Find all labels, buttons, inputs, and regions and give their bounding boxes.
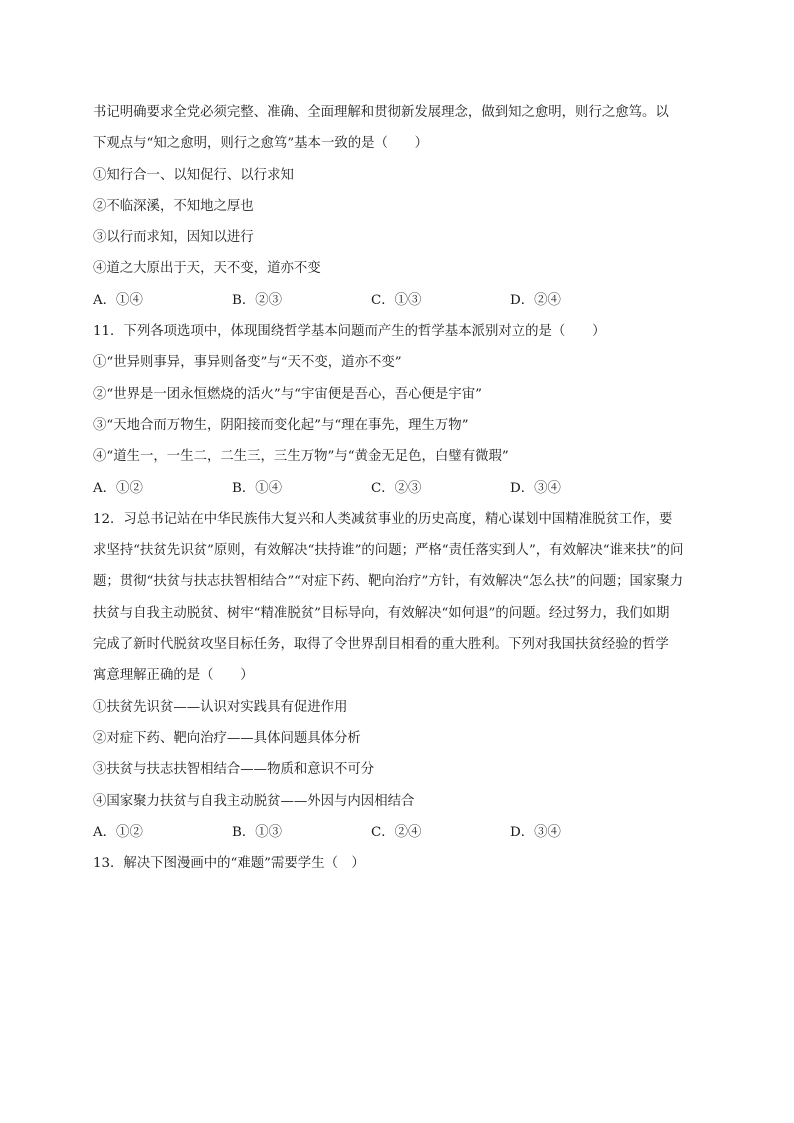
- option-b: B．②③: [232, 292, 283, 308]
- statement-item: ②“世界是一团永恒燃烧的活火”与“宇宙便是吾心，吾心便是宇宙”: [93, 386, 482, 402]
- statement-item: ①“世异则事异，事异则备变”与“天不变，道亦不变”: [93, 355, 402, 371]
- option-d: D．②④: [510, 292, 561, 308]
- statement-item: ③扶贫与扶志扶智相结合——物质和意识不可分: [93, 762, 375, 778]
- question-stem-line: 12．习总书记站在中华民族伟大复兴和人类减贫事业的历史高度，精心谋划中国精准脱贫工作，要: [93, 511, 673, 527]
- statement-item: ④国家聚力扶贫与自我主动脱贫——外因与内因相结合: [93, 793, 415, 809]
- question-stem-line: 题；贯彻“扶贫与扶志扶智相结合”“对症下药、靶向治疗”方针，有效解决“怎么扶”的问题；国家聚力: [93, 574, 684, 590]
- option-c: C．②④: [371, 824, 422, 840]
- statement-item: ②对症下药、靶向治疗——具体问题具体分析: [93, 730, 361, 746]
- option-c: C．②③: [371, 480, 422, 496]
- option-c: C．①③: [371, 292, 422, 308]
- option-a: A．①④: [93, 292, 143, 308]
- answer-options: [93, 473, 703, 504]
- question-stem-line: 11．下列各项选项中，体现围绕哲学基本问题而产生的哲学基本派别对立的是（ ）: [93, 324, 606, 340]
- question-11: [93, 316, 703, 504]
- option-b: B．①④: [232, 480, 283, 496]
- option-d: D．③④: [510, 824, 561, 840]
- question-stem-line: 求坚持“扶贫先识贫”原则，有效解决“扶持谁”的问题；严格“责任落实到人”，有效解决“谁来扶”的问: [93, 543, 684, 559]
- statement-item: ①知行合一、以知促行、以行求知: [93, 167, 294, 183]
- option-d: D．③④: [510, 480, 561, 496]
- statement-item: ③“天地合而万物生，阴阳接而变化起”与“理在事先，理生万物”: [93, 417, 469, 433]
- question-stem-line: 13．解决下图漫画中的“难题”需要学生（ ）: [93, 856, 365, 872]
- statement-item: ②不临深溪，不知地之厚也: [93, 198, 254, 214]
- question-stem-line: 书记明确要求全党必须完整、准确、全面理解和贯彻新发展理念，做到知之愈明，则行之愈笃。以: [93, 105, 669, 120]
- statement-item: ③以行而求知，因知以进行: [93, 230, 254, 246]
- question-stem-line: 扶贫与自我主动脱贫、树牢“精准脱贫”目标导向，有效解决“如何退”的问题。经过努力，我们如期: [93, 605, 670, 621]
- option-b: B．①③: [232, 824, 283, 840]
- statement-item: ④道之大原出于天，天不变，道亦不变: [93, 261, 321, 277]
- option-a: A．①②: [93, 824, 143, 840]
- answer-options: [93, 285, 703, 316]
- statement-item: ①扶贫先识贫——认识对实践具有促进作用: [93, 699, 348, 715]
- question-12: [93, 504, 703, 848]
- answer-options: [93, 817, 703, 848]
- question-stem-line: 完成了新时代脱贫攻坚目标任务，取得了令世界刮目相看的重大胜利。下列对我国扶贫经验的哲学: [93, 637, 669, 653]
- page-content: [93, 97, 703, 879]
- question-stem-line: 寓意理解正确的是（ ）: [93, 668, 254, 684]
- option-a: A．①②: [93, 480, 143, 496]
- question-stem-line: 下观点与“知之愈明，则行之愈笃”基本一致的是（ ）: [93, 136, 429, 152]
- statement-item: ④“道生一，一生二，二生三，三生万物”与“黄金无足色，白璧有微瑕”: [93, 449, 509, 465]
- question-10: [93, 97, 703, 316]
- question-13: [93, 848, 703, 879]
